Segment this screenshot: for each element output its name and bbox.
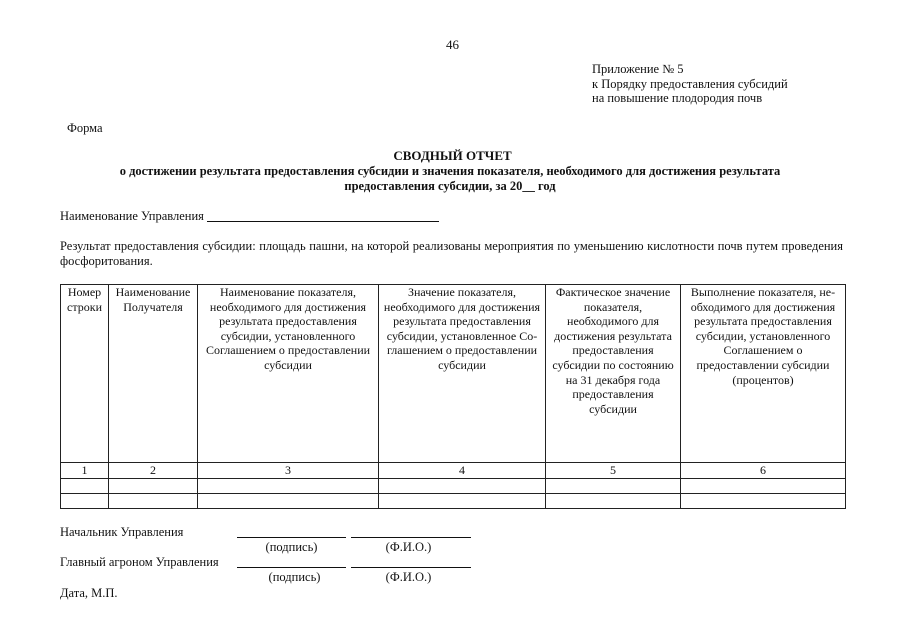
column-number-row bbox=[61, 463, 846, 479]
table-cell bbox=[379, 493, 546, 508]
table-cell bbox=[61, 478, 109, 493]
appendix-line-1: Приложение № 5 bbox=[592, 62, 684, 76]
header-cell: Наименование Получателя bbox=[109, 285, 198, 463]
column-number: 3 bbox=[198, 463, 379, 479]
department-field bbox=[60, 209, 439, 223]
form-label: Форма bbox=[67, 121, 103, 135]
page-number: 46 bbox=[446, 37, 459, 52]
department-label: Наименование Управления bbox=[60, 209, 204, 223]
department-blank-line bbox=[207, 209, 439, 222]
agronomist-name-caption: (Ф.И.О.) bbox=[385, 570, 432, 584]
table-cell bbox=[109, 478, 198, 493]
result-description: Результат предоставления субсидии: площадь пашни, на которой реализованы мероприятия по уменьшению кислотности почв путем проведения фосфоритования. bbox=[60, 239, 843, 268]
table-row bbox=[61, 493, 846, 508]
appendix-note bbox=[592, 62, 788, 106]
agronomist-signature-line bbox=[237, 567, 346, 568]
header-cell: Выполнение показателя, не-обходимого для достижения результата предоставления субсидии, установленного Соглашением о предоставлении субсидии (процентов) bbox=[681, 285, 846, 463]
column-number: 4 bbox=[379, 463, 546, 479]
header-cell: Значение показателя, необходимого для достижения результата предоставления субсидии, установленное Со-глашением о предоставлении субсидии bbox=[379, 285, 546, 463]
appendix-line-2: к Порядку предоставления субсидий bbox=[592, 76, 788, 91]
table-cell bbox=[61, 493, 109, 508]
head-of-department-label: Начальник Управления bbox=[60, 525, 184, 539]
header-cell: Номер строки bbox=[61, 285, 109, 463]
table-row bbox=[61, 478, 846, 493]
head-signature-line bbox=[237, 537, 346, 538]
column-number: 6 bbox=[681, 463, 846, 479]
report-subtitle: о достижении результата предоставления субсидии и значения показателя, необходимого для достижения результата предоставления субсидии, за 20__ год bbox=[119, 164, 781, 193]
appendix-line-3: на повышение плодородия почв bbox=[592, 91, 763, 105]
column-number: 5 bbox=[546, 463, 681, 479]
table-cell bbox=[109, 493, 198, 508]
table-cell bbox=[379, 478, 546, 493]
table-cell bbox=[546, 478, 681, 493]
table-cell bbox=[546, 493, 681, 508]
date-stamp-label: Дата, М.П. bbox=[60, 586, 118, 600]
head-signature-caption: (подпись) bbox=[265, 540, 318, 554]
table-cell bbox=[198, 478, 379, 493]
table-cell bbox=[198, 493, 379, 508]
report-title: СВОДНЫЙ ОТЧЕТ bbox=[393, 148, 512, 163]
agronomist-name-line bbox=[351, 567, 471, 568]
agronomist-signature-caption: (подпись) bbox=[268, 570, 321, 584]
header-cell: Наименование показателя, необходимого для достижения результата предоставления субсидии, установленного Соглашением о предоставлении субсидии bbox=[198, 285, 379, 463]
column-number: 1 bbox=[61, 463, 109, 479]
column-number: 2 bbox=[109, 463, 198, 479]
head-name-caption: (Ф.И.О.) bbox=[385, 540, 432, 554]
head-name-line bbox=[351, 537, 471, 538]
table-cell bbox=[681, 493, 846, 508]
header-cell: Фактическое значение показателя, необходимого для достижения результата предоставления субсидии по состоянию на 31 декабря года предоставления субсидии bbox=[546, 285, 681, 463]
report-table bbox=[60, 284, 846, 509]
table-cell bbox=[681, 478, 846, 493]
chief-agronomist-label: Главный агроном Управления bbox=[60, 555, 219, 569]
table-header-row bbox=[61, 285, 846, 463]
